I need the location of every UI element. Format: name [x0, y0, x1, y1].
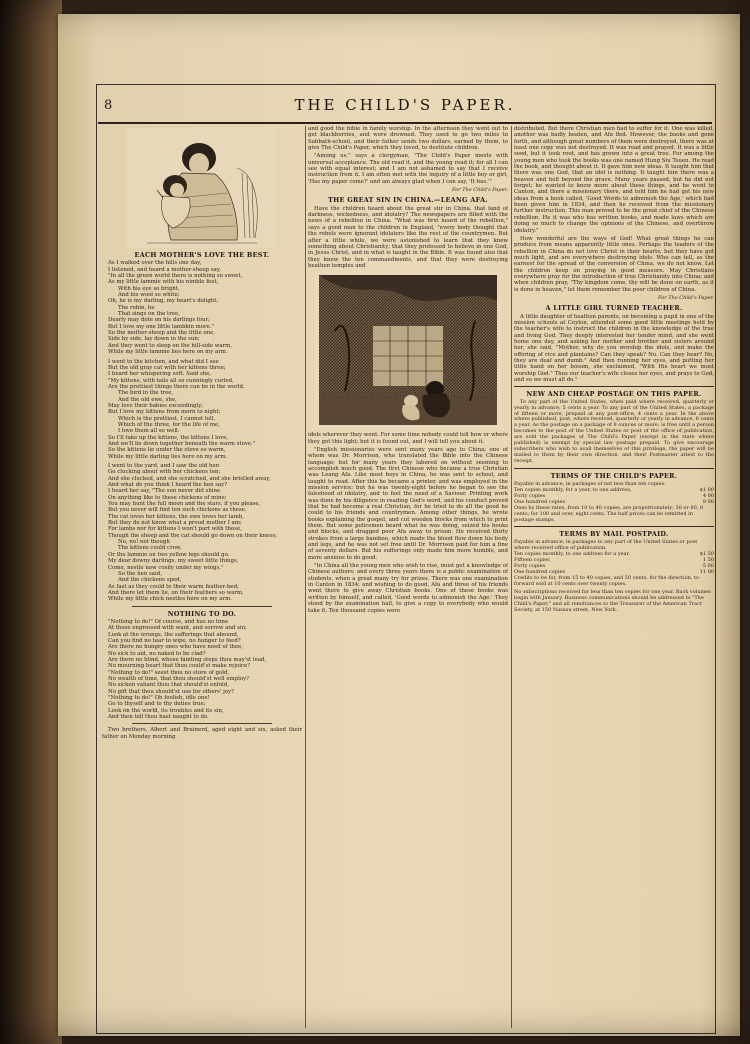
poem-line: Oh, he is my darling, my heart's delight. — [108, 298, 219, 305]
terms-note: Ones by these rates, from 10 to 40 copies, are proportionately; 50 or 80, 8 cents; for 100 and over, eight cents. The half prices can be remitted in postage stamps. — [514, 505, 704, 524]
divider — [132, 723, 272, 724]
poem-line: Go clucking about with her chickens ten; — [108, 469, 221, 476]
divider — [514, 526, 714, 527]
poem-line: I love them all so well. — [118, 428, 180, 435]
notice-title: NEW AND CHEAP POSTAGE ON THIS PAPER. — [526, 390, 702, 399]
poem-line: And the chickens sped, — [118, 577, 182, 584]
poem-line: Side by side, lay down in the sun; — [108, 336, 200, 343]
mail-intro: Payable in advance, in packages to any part of the United States or post where received office of publication. — [514, 539, 698, 552]
divider — [514, 386, 714, 387]
poem-title: EACH MOTHER'S LOVE THE BEST. — [134, 251, 270, 259]
poem-line: Which is the prettiest, I cannot tell, — [118, 415, 216, 422]
poem-line: No wealth of time, that thou should'st well employ? — [108, 676, 250, 682]
poem-line: Are there no hungry ones who have need of thee, — [108, 644, 244, 651]
column-middle — [308, 126, 508, 1026]
terms-price: 8 00 — [702, 499, 714, 506]
mail-price: 5 00 — [702, 563, 714, 570]
article-credit: For The Child's Paper. — [452, 187, 508, 194]
notice-text: To any part of the United States, when paid where received, quarterly or yearly in advance, 5 cents a year. To any part of the United States, a package of fifteen or more, prepaid at any post-office, 4 cents a year. In the above where published, post, where received, quarterly or yearly in advance, 6 cents a year. As the postage on a package of 8 ounces or more, is free until a person becomes to the post of the United States or post of the office of publication, are sold the packages of The Child's Paper (except in the state where published) is exempt by special law postage prepaid. To give encourage subscribers who wish to avail themselves of this privilege, the paper will be mailed to them by their own direction, and their Postmaster attest to the receipt. — [514, 398, 714, 464]
poem-line: While my little chick nestles here on my arm. — [108, 596, 232, 603]
poem-line: Which of the three, for the life of me, — [118, 421, 220, 428]
poem-line: Dearly may dote on his darlings four; — [108, 317, 210, 324]
poem-line: You may hunt the full moon and the stars, if you please, — [108, 501, 261, 508]
poem-line: "Nothing to do!" seest thou no store of gold, — [108, 669, 230, 676]
terms-label: One hundred copies — [514, 499, 566, 506]
poem-line: As fast as they could to their warm feather-bed; — [108, 583, 239, 590]
article-paragraph: "English missionaries were sent many years ago to China; one of whom was Dr. Morrison, who translated the Bible into the Chinese language; but for many years they labored on without seeming to accomplish much good. The first Chinese who became a true Christian was Leang Afa. Like most boys in China, he was sent to school, and taught to read. After this he became a printer, and was employed in the mission service; but he was twenty-eight before he began to see the falsehood of idolatry, and to feel the need of a Saviour. Printing work was done by his diligence in reading God's word, and his conduct proved that he had become a real Christian, for he tried to do all the good he could to his friends and countrymen. Among other things, he wrote books explaining the gospel, and cut wooden blocks from which to print them. But some policemen heard what he was doing, seized his books and blocks, and dragged poor Afa away to prison. He received thirty strokes from a large bamboo, which made the blood flow down his body and legs, and he was not set free until Dr. Morrison paid for him a fine of seventy dollars. But his sufferings only made him more humble, and more anxious to do good. — [308, 446, 508, 561]
poem-line: So the kittens lie under the stove so warm, — [108, 447, 226, 454]
newspaper-page — [58, 14, 740, 1036]
poem-line: And there let them lie, on their feathers so warm, — [108, 589, 244, 596]
column-right — [514, 126, 714, 1026]
poem-line: Or the lammie on two yellow legs should go. — [108, 551, 230, 558]
poem-line: Look at the wrongs, the sufferings that abound, — [108, 631, 239, 638]
poem-line: So the mother-sheep and the little one, — [108, 330, 215, 337]
notice-title: TERMS OF THE CHILD'S PAPER. — [550, 471, 678, 480]
poem-line: As I walked over the hills one day, — [108, 260, 202, 267]
poem-line: But the old gray cat with her kittens three; — [108, 364, 226, 371]
article-paragraph: "Among us," says a clergyman, "The Child's Paper meets with universal acceptance. The old read it, and the young read it; for all I can see with equal interest; and I am not ashamed to say that I receive instruction from it. I am often met with the inquiry of a little boy or girl, 'Has my paper come?' and am always glad when I can say, 'It has.'" — [308, 153, 508, 185]
poem-line: Can you find no tear to wipe, no hunger to feed? — [108, 637, 241, 644]
poem-line: "My kittens, with tails all so cunningly curled, — [108, 377, 234, 384]
poem-line: For lambs nor for kittens I won't part with these, — [108, 526, 242, 533]
article-title: THE GREAT SIN IN CHINA.—LEANG AFA. — [328, 196, 488, 205]
poem-line: I went to the kitchen, and what did I see — [108, 358, 219, 365]
article-credit: For The Child's Paper. — [658, 294, 714, 301]
poem-line: That sings on the tree, — [118, 311, 180, 318]
poem-line: But I love my one little lambkin more." — [108, 323, 214, 330]
mail-label: Ten copies monthly, to one address for a year, — [514, 551, 631, 558]
notice-title: TERMS BY MAIL POSTPAID. — [559, 530, 669, 539]
poem-title: NOTHING TO DO. — [167, 609, 237, 618]
poem-line: The cat loves her kittens, the ewe loves her lamb, — [108, 513, 245, 520]
poem-line: At those engrossed with want, and sorrow and sin; — [108, 625, 247, 632]
poem-line: And his wool so white; — [118, 292, 180, 299]
page-number: 8 — [104, 98, 113, 113]
engraving-image — [315, 271, 501, 429]
divider — [132, 606, 272, 607]
terms-price: 4 00 — [702, 493, 714, 500]
engraving-image — [127, 128, 277, 248]
mail-price: $1 50 — [699, 551, 714, 558]
poem-line: And then tell thou hast naught to do. — [108, 714, 209, 721]
poem-line: "In all the green world there is nothing so sweet, — [108, 273, 243, 280]
poem-body — [102, 619, 302, 721]
poem-line: "Nothing to do!" Of course, and has no time — [108, 618, 229, 625]
poem-line: With his eye so bright, — [118, 285, 180, 292]
poem-line: Look on the world, its troubles and its sin, — [108, 707, 224, 714]
mail-note: Credits to be for, from 15 to 40 copies, and 50 cents, for the direction, to forward sold at 10 cents over twenty copies. — [514, 575, 700, 588]
poem-line: "Nothing to do!" Oh foolish, idle one! — [108, 695, 210, 702]
column-rule — [511, 126, 512, 1028]
poem-line: I heard her whispering soft. Said she, — [108, 371, 212, 378]
terms-label: Forty copies — [514, 493, 546, 500]
page-header — [98, 96, 712, 124]
poem-line: I heard her say, "The sun never did shine — [108, 488, 221, 495]
poem-line: No sick to aid, no naked to be clad? — [108, 650, 206, 657]
mail-price: 11 00 — [699, 569, 714, 576]
terms-intro: Payable in advance, in packages of not less than ten copies. — [514, 481, 666, 488]
poem-line: On anything like to these chickens of mine; — [108, 494, 227, 501]
article-paragraph: distributed. But there Christian men had to suffer for it. One was killed, another was badly beaten, and Afa fled. However, the books and gone forth, and although great numbers of them were destroyed, there was at least one copy was not destroyed. It was read and prayed. It was a little seed, but it took root, and has grown into a great tree. For among the young men who took the books was one named Hung Siu Tsuen. He read the book, and thought about it. It gave him new ideas. It taught him that there was one God, that an idol is nothing. It taught him there was a heaven and hell beyond the grave. Many years passed, but he did not forget; he wanted to know more about these things, and he went to Canton, and there a missionary there, and told him he had got his new ideas from a book called, 'Good Words to admonish the Age,' which had been given him in 1834, and then he received from the missionary further instruction. This man proved to be the great chief of the Chinese rebellion. He it was who has written books, and made laws which are doing so much to change the opinions of the Chinese, and overthrow idolatry." — [514, 126, 714, 234]
poem-line: And what do you think I heard the hen say? — [108, 482, 228, 489]
poem-line: While my little lammie lies here on my arm. — [108, 349, 228, 356]
masthead: THE CHILD'S PAPER. — [294, 96, 516, 114]
closing-note: No subscriptions received for less than ten copies for one year. Back volumes begin with January. Business communications should be addressed to "The Child's Paper," and all remittances to the Treasurer of the American Tract Society, at 150 Nassau street, New York. — [514, 589, 711, 614]
mother-and-child-engraving — [127, 128, 277, 248]
terms-table — [514, 481, 714, 523]
poem-line: No gift that thou should'st use for others' joy? — [108, 688, 234, 695]
poem-line: But I love my kittens from morn to night; — [108, 409, 221, 416]
divider — [514, 468, 714, 469]
mail-label: Fifteen copies — [514, 557, 550, 564]
poem-line: So the hen said, — [118, 570, 162, 577]
poem-line: The robin, he — [118, 304, 155, 311]
poem-line: And she clucked, and she scratched, and she bristled away, — [108, 475, 271, 482]
poem-line: No mourning heart that thou could'st make rejoice? — [108, 663, 251, 670]
poem-line: No sicken valiant thou that should'st enfold, — [108, 682, 229, 689]
poem-line: Though the sheep and the cat should go down on their knees; — [108, 532, 277, 539]
terms-label: Ten copies monthly, for a year, to one address, — [514, 487, 632, 494]
mail-terms-table — [514, 539, 714, 613]
article-paragraph: Two brothers, Albert and Brainerd, aged eight and six, asked their father on Monday morning — [102, 727, 302, 740]
column-left — [102, 126, 302, 1026]
article-paragraph: Have the children heard about the great stir in China, that land of darkness, wickedness, and idolatry? The newspapers are filled with the news of a rebellion in China. "What was first heard of the rebellion," says a good man to the children in England, "every body thought that the rebels were ignorant idolaters like the rest of the countrymen. But after a little while, we were astonished to learn that they knew something about Christianity; that they professed to believe in one God, in Jesus Christ, and in what is taught in the Bible. It was found also that they knew the ten commandments, and that they were destroying heathen temples and — [308, 205, 508, 269]
poem-line: And they went to sleep on the hill-side warm, — [108, 342, 232, 349]
chinese-prison-engraving — [315, 271, 501, 429]
article-paragraph: and good the bible in family worship. In the afternoon they went out to get blackberries, and were drowned. They used to go two miles to Sabbath-school, and their father sends two dollars, earned by them, to give The Child's Paper, which they loved, to destitute children. — [308, 126, 508, 152]
poem-line: But they do not know what a proud mother I am; — [108, 520, 242, 527]
terms-price: $1 00 — [699, 487, 714, 494]
article-title: A LITTLE GIRL TURNED TEACHER. — [545, 304, 683, 313]
column-rule — [305, 126, 306, 1028]
poem-line: The bird in the tree, — [118, 390, 174, 397]
poem-line: Come, nestle now cosily under my wings." — [108, 564, 224, 571]
poem-line: May love their babies exceedingly; — [108, 402, 204, 409]
poem-line: And we'll lie down together beneath the warm stove." — [108, 440, 256, 447]
article-paragraph: idols wherever they went. For some time nobody could tell how or where they got this light; but it is found out, and I will tell you about it. — [308, 432, 508, 445]
poem-line: I went to the yard, and I saw the old hen — [108, 463, 220, 469]
poem-line: But you never will find ten such chickens as these. — [108, 507, 247, 514]
poem-body — [102, 260, 302, 602]
article-paragraph: How wonderful are the ways of God! What great things he can produce from means apparently little ones. Perhaps the leaders of the rebellion in China do not love Christ in their hearts; but they have got much light, and are everywhere destroying idols. Who can tell, as the earnest for the spread of the conversion of China, we do not know. Let the children keep on praying in good measure. May Christians everywhere pray for the introduction of true Christianity into China; and when children pray, "Thy kingdom come, thy will be done on earth, as it is done in heaven," let them remember the poor children of China. — [514, 235, 714, 293]
poem-line: The kittens could crow, — [118, 545, 182, 552]
poem-line: My dear downy darlings, my sweet little things, — [108, 558, 239, 565]
mail-label: Forty copies — [514, 563, 546, 570]
poem-line: No, no! not though — [118, 539, 170, 546]
article-paragraph: A little daughter of heathen parents, on becoming a pupil in one of the mission schools at Ceylon, attended some good little meetings held by the teacher's wife to instruct the children in the knowledge of the true and living God. They deeply interested her tender mind, and she went home one day, and asking her mother and brother and sisters around her, she said, "Mother, why do you worship the idols, and make the offering of rice and plantains? Can they speak? No. Can they hear? No, they are deaf and dumb." And then running her eyes, and putting her little hand on her bosom, she exclaimed, "With His heart we must worship God." Thus our teacher's wife closes her eyes, and prays to God, and so we must all do." — [514, 313, 714, 384]
poem-line: I listened, and heard a mother-sheep say, — [108, 266, 221, 273]
poem-line: And the old ewe, she, — [118, 396, 177, 403]
poem-line: As my little lammie with his nimble feet, — [108, 279, 219, 286]
poem-line: So I'll take up the kittens, the kittens I love, — [108, 434, 229, 441]
book-binding — [0, 0, 62, 1044]
article-paragraph: "In China all the young men who wish to rise, must get a knowledge of Chinese authors; and every three years there is a public examination of students, when a great many try for prizes. There was one examination in Canton in 1834; and wishing to do good, Afa and three of his friends went there to give away Christian books. One of these books was written by himself, and called, 'Good words to admonish the Age.' They stood by the examination hall, to give a copy to everybody who would take it. Ten thousand copies were — [308, 563, 508, 614]
poem-line: Go to thyself and to thy duties true; — [108, 701, 206, 708]
mail-price: 1 50 — [702, 557, 714, 564]
poem-line: Are there no blind, whose fainting steps thou may'st lead, — [108, 656, 267, 663]
mail-label: One hundred copies — [514, 569, 566, 576]
poem-line: While my little darling lies here on my arm. — [108, 453, 228, 460]
poem-line: Are the prettiest things there can be in the world. — [108, 383, 245, 390]
